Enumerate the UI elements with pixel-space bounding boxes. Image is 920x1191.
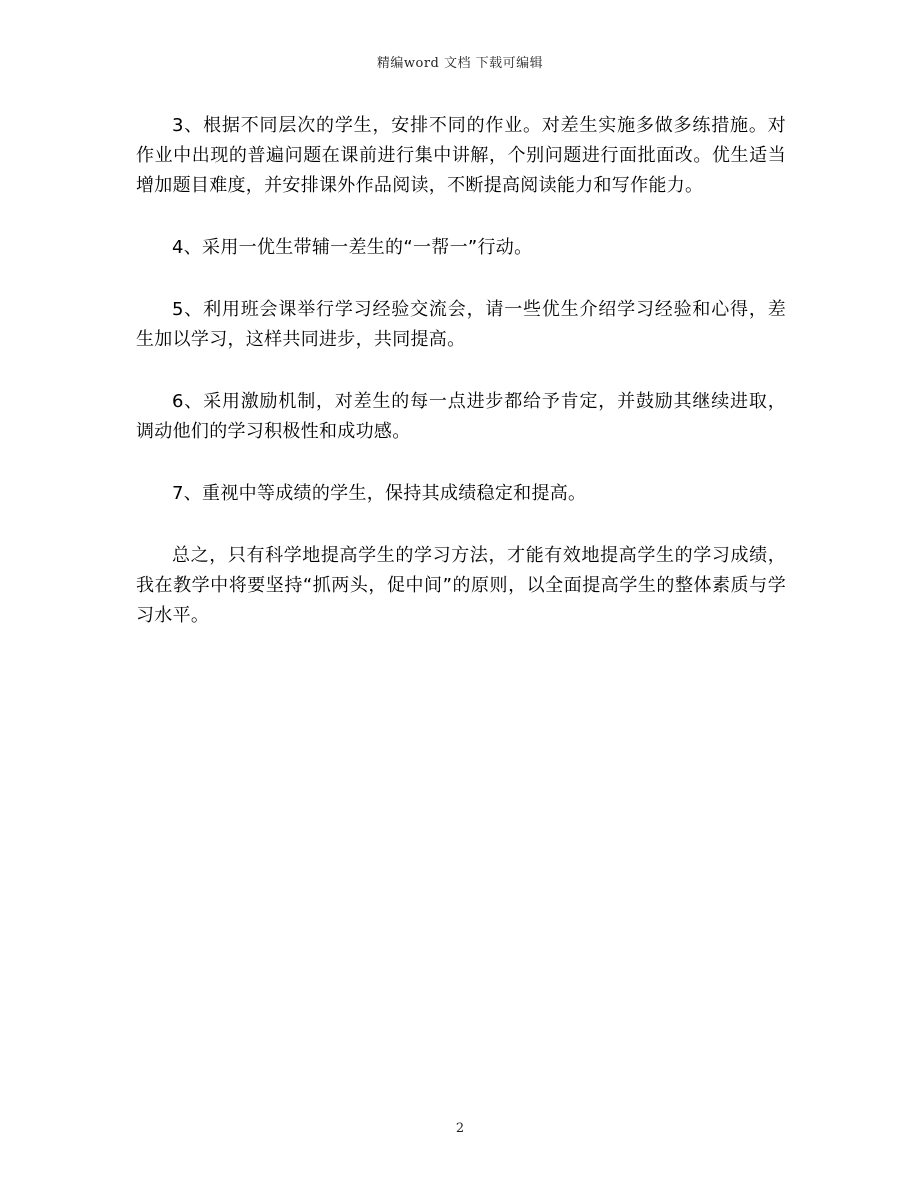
paragraph-item-6: 6、采用激励机制，对差生的每一点进步都给予肯定，并鼓励其继续进取，调动他们的学习积极性和成功感。: [136, 391, 786, 442]
paragraph-item-4: 4、采用一优生带辅一差生的“一帮一”行动。: [172, 237, 533, 258]
page-number: 2: [455, 1121, 465, 1136]
paragraph-item-5: 5、利用班会课举行学习经验交流会，请一些优生介绍学习经验和心得，差生加以学习，这样共同进步，共同提高。: [136, 299, 786, 350]
page-header: 精编word 文档 下载可编辑: [376, 56, 544, 71]
paragraph-item-7: 7、重视中等成绩的学生，保持其成绩稳定和提高。: [172, 483, 587, 504]
paragraph-item-3: 3、根据不同层次的学生，安排不同的作业。对差生实施多做多练措施。对作业中出现的普遍问题在课前进行集中讲解，个别问题进行面批面改。优生适当增加题目难度，并安排课外作品阅读，不断提高阅读能力和写作能力。: [136, 115, 786, 196]
document-body: [136, 111, 786, 663]
paragraph-conclusion: 总之，只有科学地提高学生的学习方法，才能有效地提高学生的学习成绩，我在教学中将要坚持“抓两头，促中间”的原则，以全面提高学生的整体素质与学习水平。: [136, 545, 786, 626]
